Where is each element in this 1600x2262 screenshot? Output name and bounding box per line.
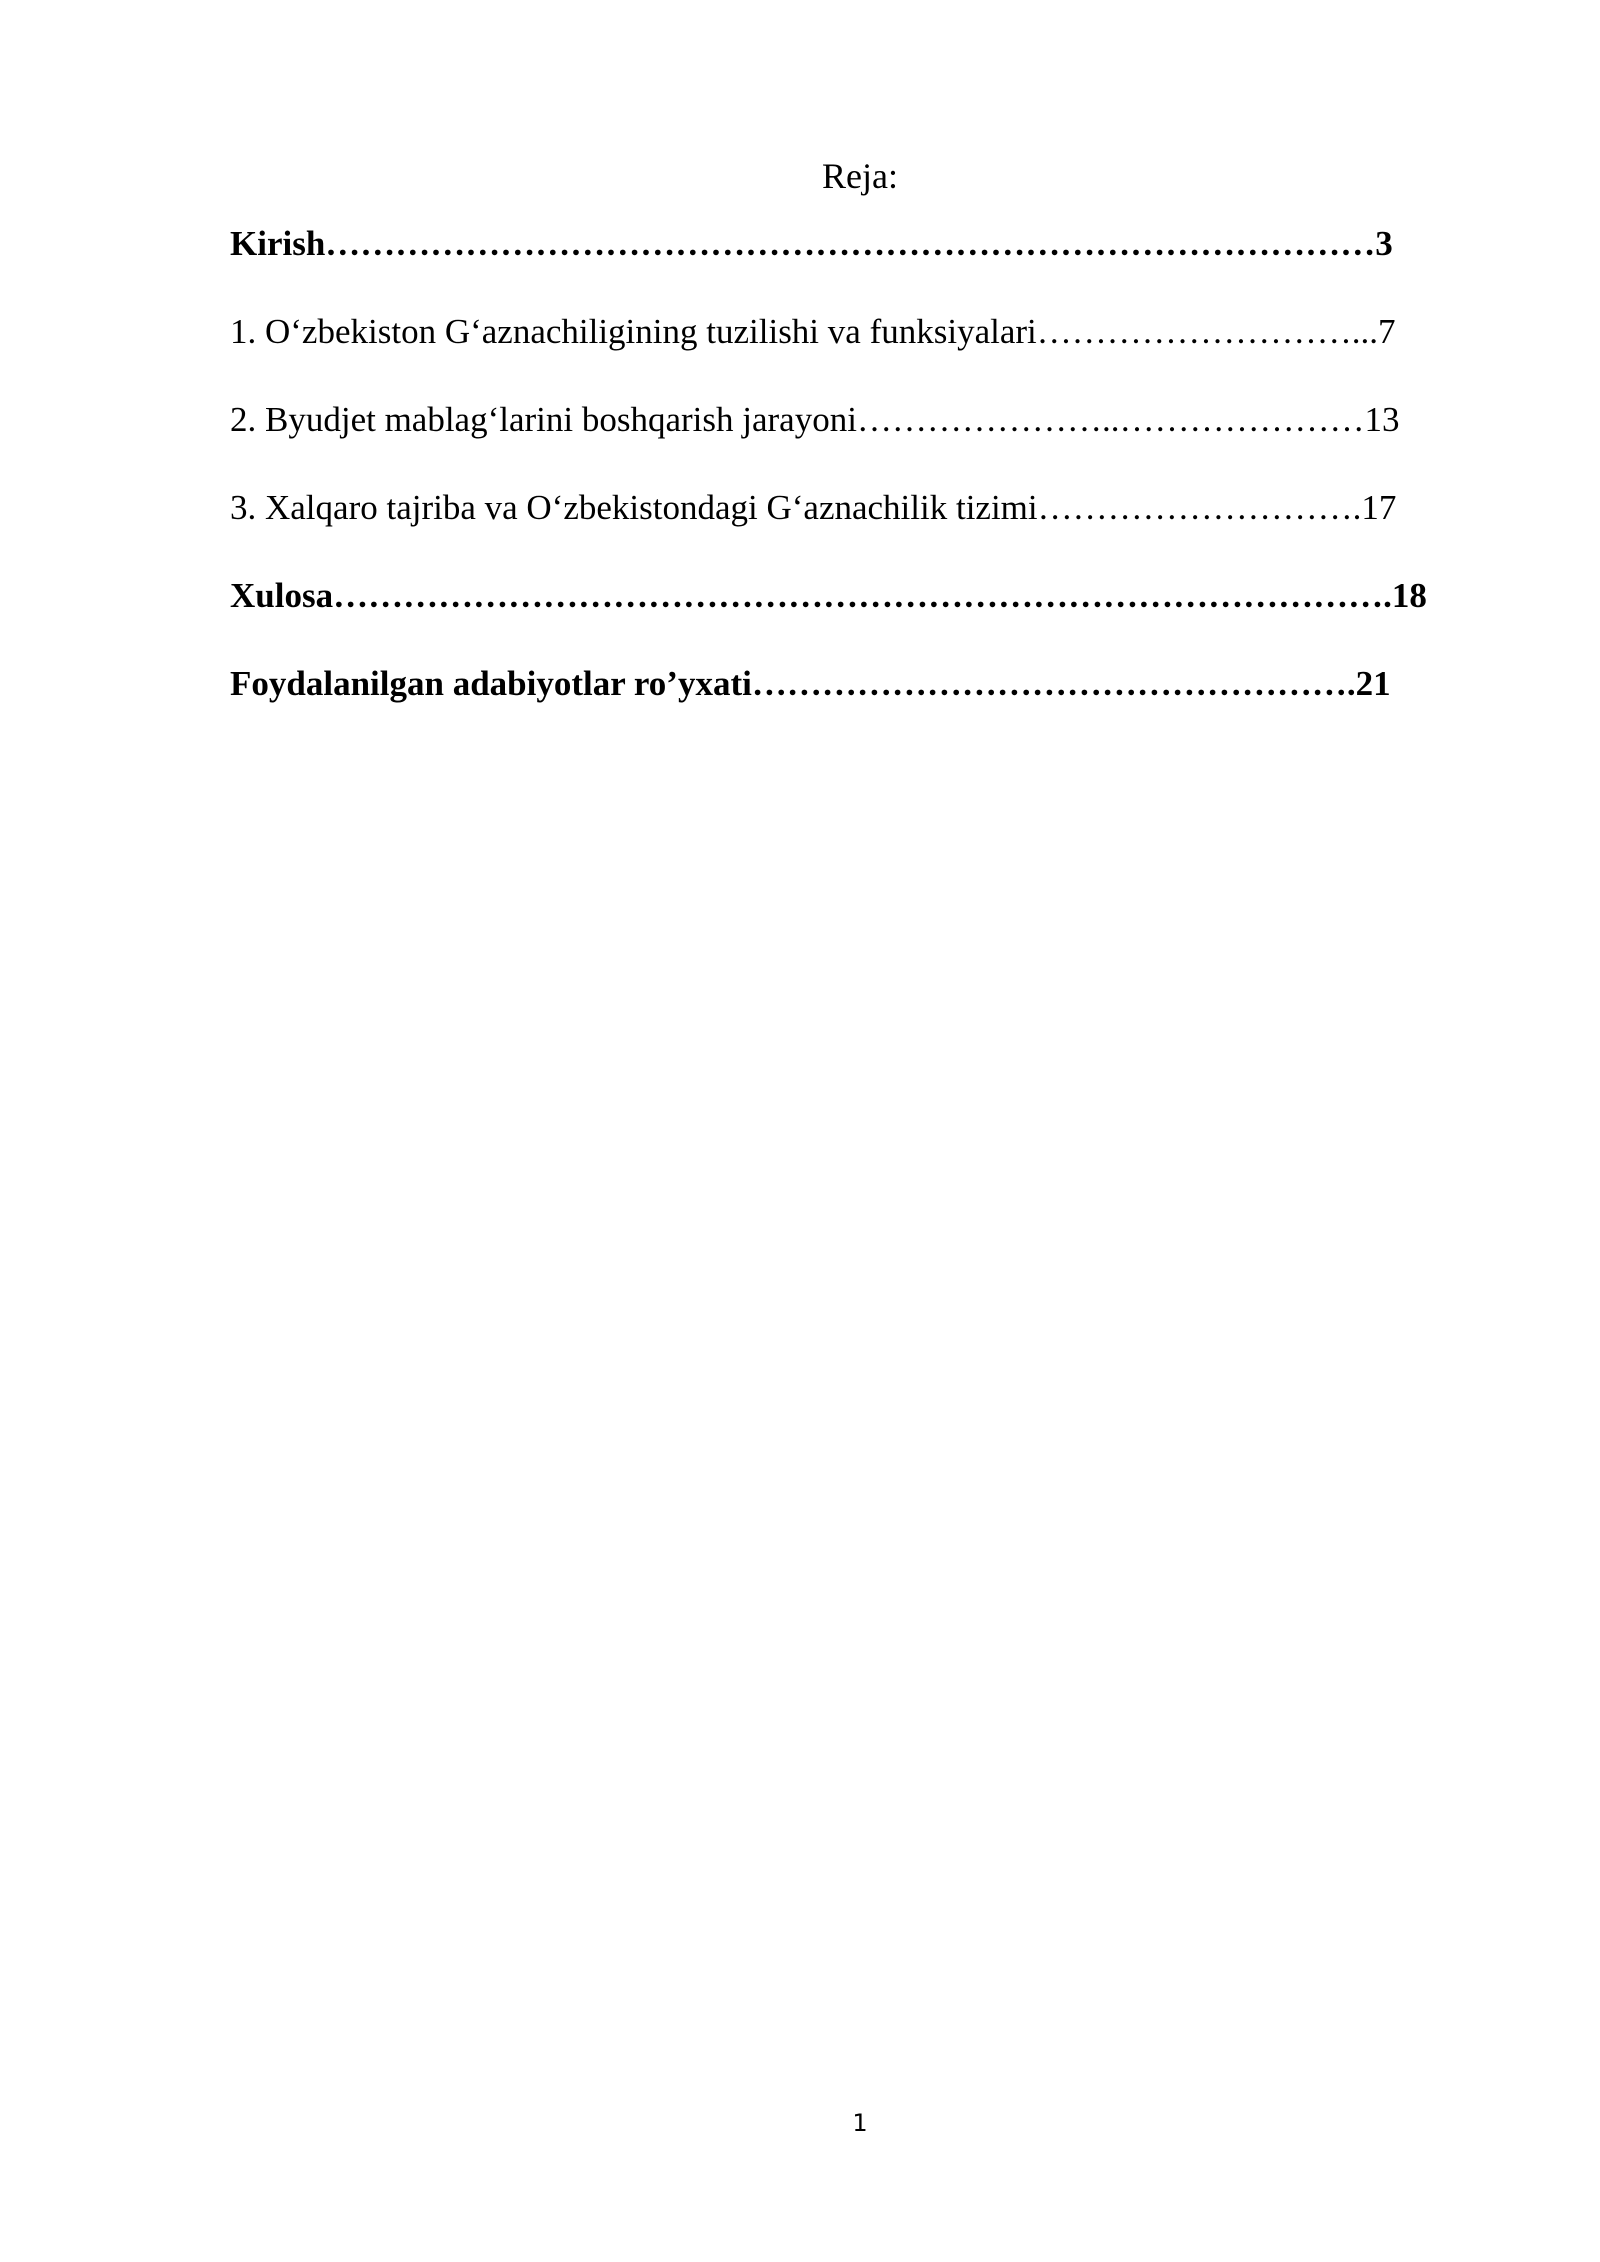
- toc-entry-chapter-2: 2. Byudjet mablag‘larini boshqarish jarayoni…………………..…………………13: [230, 400, 1400, 439]
- toc-entry-chapter-1: 1. O‘zbekiston G‘aznachiligining tuzilishi va funksiyalari………………………...7: [230, 312, 1396, 351]
- toc-entry-chapter-3: 3. Xalqaro tajriba va O‘zbekistondagi G‘aznachilik tizimi……………………….17: [230, 488, 1397, 527]
- page-number: 1: [852, 2109, 868, 2137]
- page-title: Reja:: [822, 156, 898, 196]
- table-of-contents: [230, 220, 1490, 748]
- toc-entry-references: Foydalanilgan adabiyotlar ro’yxati…………………………………………….21: [230, 664, 1391, 703]
- toc-entry-conclusion: Xulosa……………………………………………………………………………….18: [230, 576, 1427, 615]
- toc-entry-introduction: Kirish………………………………………………………………………………3: [230, 224, 1393, 263]
